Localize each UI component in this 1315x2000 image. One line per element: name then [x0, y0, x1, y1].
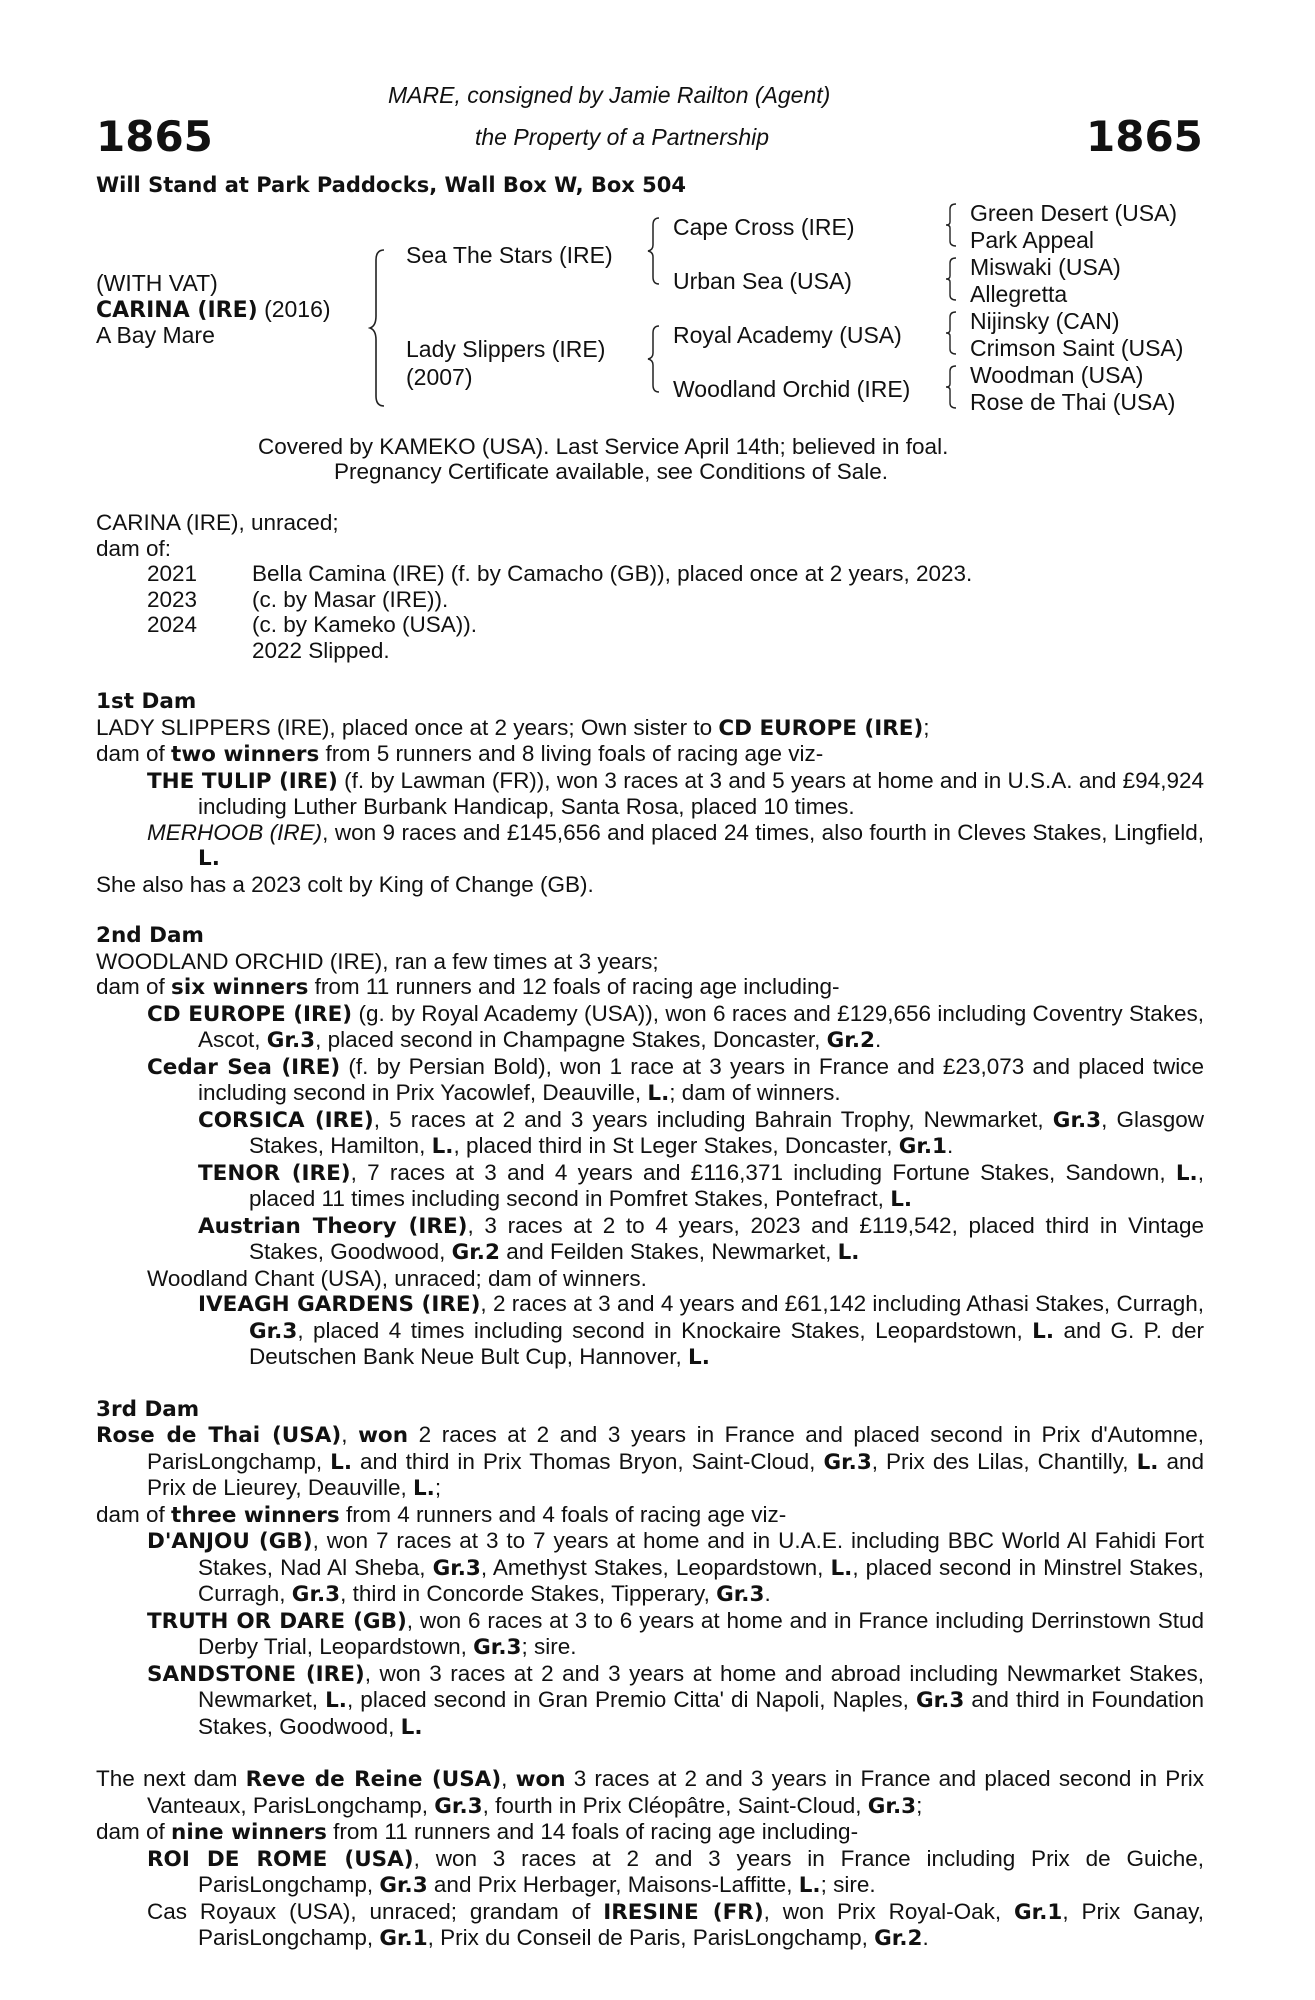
grand-progeny-entry: Austrian Theory (IRE), 3 races at 2 to 4 years, 2023 and £119,542, placed third in Vintage Stakes, Goodwood, Gr.2 and Feilden Stakes, Newmarket, L. — [198, 1212, 1204, 1265]
dss: Nijinsky (CAN) — [970, 308, 1120, 334]
covered-line-1: Covered by KAMEKO (USA). Last Service April 14th; believed in foal. — [258, 434, 949, 459]
produce-list — [96, 561, 1204, 663]
ds-brace — [944, 310, 958, 356]
progeny-entry: Woodland Chant (USA), unraced; dam of winners. — [147, 1265, 647, 1291]
produce-damof: dam of: — [96, 535, 172, 561]
dsd: Crimson Saint (USA) — [970, 335, 1184, 361]
progeny-entry: CD EUROPE (IRE) (g. by Royal Academy (USA)), won 6 races and £129,656 including Coventry Stakes, Ascot, Gr.3, placed second in Champagne Stakes, Doncaster, Gr.2. — [147, 1000, 1204, 1053]
dam-sire: Royal Academy (USA) — [673, 322, 902, 348]
ssd: Park Appeal — [970, 227, 1095, 253]
horse-name-line — [96, 296, 331, 323]
produce-item: 2022 Slipped. — [252, 637, 390, 663]
third-dam-heading: 3rd Dam — [96, 1396, 200, 1422]
produce-item: 2023 (c. by Masar (IRE)). — [147, 586, 449, 612]
property-line: the Property of a Partnership — [475, 124, 770, 150]
dds: Woodman (USA) — [970, 362, 1144, 388]
sss: Green Desert (USA) — [970, 200, 1178, 226]
dd-brace — [944, 364, 958, 410]
sire-name: Sea The Stars (IRE) — [406, 242, 613, 268]
stand-location: Will Stand at Park Paddocks, Wall Box W, Box 504 — [96, 173, 686, 197]
produce-intro: CARINA (IRE), unraced; — [96, 510, 339, 535]
third-dam-line2: dam of three winners from 4 runners and 4 foals of racing age viz- — [96, 1501, 787, 1528]
dam-dam: Woodland Orchid (IRE) — [673, 376, 911, 402]
grand-progeny-entry: IVEAGH GARDENS (IRE), 2 races at 3 and 4 years and £61,142 including Athasi Stakes, Curragh, Gr.3, placed 4 times including second in Knockaire Stakes, Leopardstown, L. and G. P. der Deutschen Bank Neue Bult Cup, Hannover, L. — [198, 1291, 1204, 1370]
horse-name: CARINA (IRE) — [96, 298, 258, 323]
produce-item: 2024 (c. by Kameko (USA)). — [147, 612, 478, 637]
first-dam-line2: dam of two winners from 5 runners and 8 living foals of racing age viz- — [96, 741, 824, 767]
dam-year: (2007) — [406, 364, 473, 390]
next-dam-line1: The next dam Reve de Reine (USA), won 3 races at 2 and 3 years in France and placed second in Prix Vanteaux, ParisLongchamp, Gr.3, fourth in Prix Cléopâtre, Saint-Cloud, Gr.3; — [96, 1766, 1204, 1819]
progeny-entry: MERHOOB (IRE), won 9 races and £145,656 and placed 24 times, also fourth in Cleves Stakes, Lingfield, L. — [147, 819, 1204, 871]
third-dam-line1: Rose de Thai (USA), won 2 races at 2 and 3 years in France and placed second in Prix d'Automne, ParisLongchamp, L. and third in Prix Thomas Bryon, Saint-Cloud, Gr.3, Prix des Lilas, Chantilly, L. and Prix de Lieurey, Deauville, L.; — [96, 1422, 1204, 1501]
first-dam-heading: 1st Dam — [96, 689, 197, 714]
sd-brace — [944, 256, 958, 302]
main-brace — [368, 248, 388, 408]
grand-progeny-entry: CORSICA (IRE), 5 races at 2 and 3 years including Bahrain Trophy, Newmarket, Gr.3, Glasgow Stakes, Hamilton, L., placed third in St Leger Stakes, Doncaster, Gr.1. — [198, 1106, 1204, 1159]
catalogue-body — [96, 510, 1204, 1952]
ss-brace — [944, 202, 958, 248]
second-dam-line2: dam of six winners from 11 runners and 12 foals of racing age including- — [96, 974, 840, 1000]
sdd: Allegretta — [970, 281, 1068, 307]
vat-note: (WITH VAT) — [96, 270, 218, 296]
first-dam-also: She also has a 2023 colt by King of Change (GB). — [96, 871, 594, 897]
sds: Miswaki (USA) — [970, 254, 1121, 280]
horse-year: (2016) — [264, 296, 331, 322]
horse-description: A Bay Mare — [96, 322, 215, 348]
sire-dam: Urban Sea (USA) — [673, 268, 852, 294]
lot-number-left: 1865 — [96, 112, 213, 161]
first-dam-line1: LADY SLIPPERS (IRE), placed once at 2 years; Own sister to CD EUROPE (IRE); — [96, 714, 930, 741]
second-dam-line1: WOODLAND ORCHID (IRE), ran a few times at 3 years; — [96, 948, 659, 974]
dam-name: Lady Slippers (IRE) — [406, 336, 606, 362]
produce-item: 2021 Bella Camina (IRE) (f. by Camacho (GB)), placed once at 2 years, 2023. — [147, 561, 973, 586]
progeny-entry: TRUTH OR DARE (GB), won 6 races at 3 to 6 years at home and in France including Derrinstown Stud Derby Trial, Leopardstown, Gr.3; sire. — [147, 1607, 1205, 1660]
progeny-entry: Cedar Sea (IRE) (f. by Persian Bold), won 1 race at 3 years in France and £23,073 and placed twice including second in Prix Yacowlef, Deauville, L.; dam of winners. — [147, 1053, 1204, 1106]
covered-line-2: Pregnancy Certificate available, see Conditions of Sale. — [334, 459, 889, 484]
next-dam-line2: dam of nine winners from 11 runners and 14 foals of racing age including- — [96, 1819, 859, 1845]
ddd: Rose de Thai (USA) — [970, 389, 1176, 415]
consignor-line: MARE, consigned by Jamie Railton (Agent) — [388, 82, 831, 108]
progeny-entry: ROI DE ROME (USA), won 3 races at 2 and 3 years in France including Prix de Guiche, ParisLongchamp, Gr.3 and Prix Herbager, Maisons-Laffitte, L.; sire. — [147, 1845, 1204, 1898]
progeny-entry: THE TULIP (IRE) (f. by Lawman (FR)), won 3 races at 3 and 5 years at home and in U.S.A. and £94,924 including Luther Burbank Handicap, Santa Rosa, placed 10 times. — [147, 767, 1205, 819]
second-dam-heading: 2nd Dam — [96, 923, 204, 948]
sire-brace — [646, 216, 662, 286]
progeny-entry: SANDSTONE (IRE), won 3 races at 2 and 3 years at home and abroad including Newmarket Stakes, Newmarket, L., placed second in Gran Premio Citta' di Napoli, Naples, Gr.3 and third in Foundation Stakes, Goodwood, L. — [147, 1660, 1205, 1740]
sire-sire: Cape Cross (IRE) — [673, 214, 855, 240]
grand-progeny-entry: TENOR (IRE), 7 races at 3 and 4 years and £116,371 including Fortune Stakes, Sandown, L., placed 11 times including second in Pomfret Stakes, Pontefract, L. — [198, 1159, 1204, 1212]
lot-number-right: 1865 — [1086, 112, 1203, 161]
progeny-entry: Cas Royaux (USA), unraced; grandam of IRESINE (FR), won Prix Royal-Oak, Gr.1, Prix Ganay, ParisLongchamp, Gr.1, Prix du Conseil de Paris, ParisLongchamp, Gr.2. — [147, 1898, 1204, 1951]
progeny-entry: D'ANJOU (GB), won 7 races at 3 to 7 years at home and in U.A.E. including BBC World Al Fahidi Fort Stakes, Nad Al Sheba, Gr.3, Amethyst Stakes, Leopardstown, L., placed second in Minstrel Stakes, Curragh, Gr.3, third in Concorde Stakes, Tipperary, Gr.3. — [147, 1528, 1204, 1607]
dam-brace — [646, 324, 662, 394]
